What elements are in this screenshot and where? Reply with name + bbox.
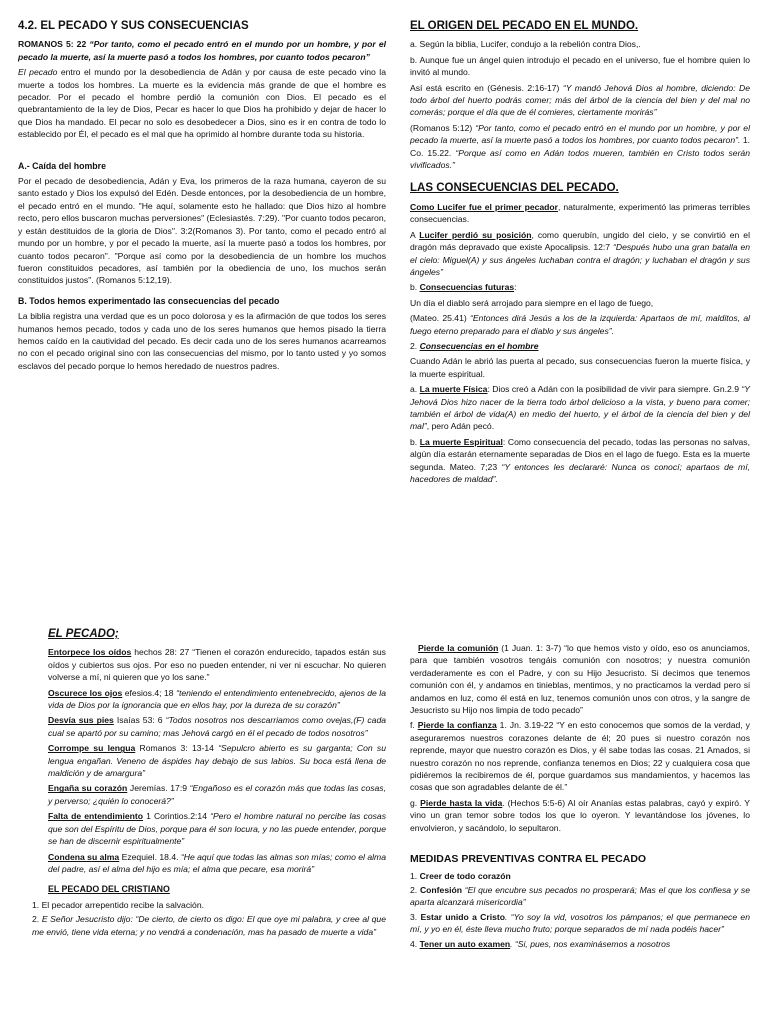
man-heading: 2. Consecuencias en el hombre (410, 340, 539, 351)
medida-item: 1. Creer de todo corazón (410, 870, 511, 881)
pecado-item: Falta de entendimiento 1 Corintios.2:14 “Pero el hombre natural no percibe las cosas que son del Espíritu de Dios, porque para él son locura, y no las puede entender, porque se han de discernir espiritualmente” (48, 811, 387, 847)
cristiano-title: EL PECADO DEL CRISTIANO (48, 884, 170, 895)
origin-item-b: b. Aunque fue un ángel quien introdujo el pecado en el universo, fue el hombre quien lo invitó al mundo. (410, 54, 750, 78)
vida-paragraph: g. Pierde hasta la vida. (Hechos 5:5-6) Al oír Ananías estas palabras, cayó y expiró. Y vino un gran temor sobre todos los que lo oyeron. Y levantándose los jóvenes, lo envolvieron, y sacándolo, lo sepultaron. (410, 797, 750, 833)
consequences-title: LAS CONSECUENCIAS DEL PECADO. (410, 182, 619, 195)
comunion-paragraph: Pierde la comunión (1 Juan. 1: 3-7) “lo que hemos visto y oído, eso os anunciamos, para que también vosotros tengáis comunión con nosotros; y nuestra comunión verdaderamente es con el Padre, y con su Hijo Jesucristo. Si decimos que tenemos comunión con él, y andamos en tinieblas, mentimos, y no practicamos la verdad pero si andamos en luz, como él está en luz, tenemos comunión unos con otros, y la sangre de Jesucristo su Hijo nos limpia de todo pecado” (410, 643, 750, 716)
pecado-item: Desvía sus pies Isaías 53: 6 “Todos nosotros nos descarriamos como ovejas,(F) cada cual se apartó por su camino; mas Jehová cargó en él el pecado de todos nosotros” (48, 715, 386, 738)
position-paragraph: A Lucifer perdió su posición, como querubín, ungido del cielo, y se convirtió en el dragón más depravado que existe Apocalipsis. 12:7 “Después hubo una gran batalla en el cielo: Miguel(A) y sus ángeles luchaban contra el dragón; y luchaban el dragón y sus ángeles” (410, 229, 751, 277)
lucifer-paragraph: Como Lucifer fue el primer pecador, naturalmente, experimentó las primeras terribles consecuencias. (410, 201, 750, 225)
top-left-column (18, 20, 386, 375)
bottom-right-column (410, 642, 750, 952)
medida-item: 4. Tener un auto examen. “Si, pues, nos examinásemos a nosotros (410, 938, 671, 949)
future-heading: b. Consecuencias futuras: (410, 282, 517, 293)
origin-item-a: a. Según la biblia, Lucifer, condujo a la rebelión contra Dios,. (410, 39, 641, 50)
genesis-citation: Así está escrito en (Génesis. 2:16-17) “Y mandó Jehová Dios al hombre, diciendo: De todo árbol del huerto podrás comer; más del árbol de la ciencia del bien y del mal no comerás; porque el día que de él comieres, ciertamente morirás” (410, 82, 751, 118)
el-pecado-title: EL PECADO; (48, 628, 119, 640)
bottom-left-column (32, 628, 387, 940)
subsection-a-text: Por el pecado de desobediencia, Adán y Eva, los primeros de la raza humana, cayeron de su santo estado y Dios los expulsó del Edén. Desde entonces, por la desobediencia de un hombre, el pecado entró en el mundo. "He aquí, solamente esto he hallado: que Dios hizo al hombre recto, pero ellos buscaron muchas perversiones" (Eclesiastés. 7:29). "Por cuanto todos pecaron, y están destituidos de la gloria de Dios". 3:2(Romanos 3). Por tanto, como el pecado entró al mundo por un hombre, y por el pecado la muerte, así la muerte pasó a todos los hombres, por cuanto todos pecaron". "Porque así como por la desobediencia de un hombre los muchos fueron constituidos pecadores, así también por la obediencia de uno, los muchos serán constituidos justos". (Romanos 5:12,19). (18, 176, 386, 286)
origin-title: EL ORIGEN DEL PECADO EN EL MUNDO. (410, 20, 639, 32)
medidas-title: MEDIDAS PREVENTIVAS CONTRA EL PECADO (410, 853, 647, 866)
man-text: Cuando Adán le abrió las puerta al pecado, sus consecuencias fueron la muerte física, y la muerte espiritual. (410, 356, 750, 379)
top-right-column (410, 20, 750, 488)
subsection-a-title: A.- Caída del hombre (18, 160, 106, 171)
subsection-b-text: La biblia registra una verdad que es un poco dolorosa y es la afirmación de que todos los seres humanos hemos pecado, todos y cada uno de los seres humanos que hemos pisado la tierra hemos caído en la cautividad del pecado. Es decir cada uno de los seres humanos acarreamos no con el pecado original sino con las consecuencias del mismo, por lo tanto usted y yo somos esclavos del pecado porque lo hemos heredado de nuestros padres. (18, 311, 386, 371)
pecado-item: Engaña su corazón Jeremías. 17:9 “Engañoso es el corazón más que todas las cosas, y perverso; ¿quién lo conocerá?” (48, 783, 386, 806)
pecado-item: Entorpece los oídos hechos 28: 27 “Tienen el corazón endurecido, tapados están sus oídos y cubiertos sus ojos. Por eso no pueden entender, ni ver ni escuchar. No quieren volverse a mí, ni quieren que yo los sane.” (48, 647, 386, 683)
physical-death: a. La muerte Física: Dios creó a Adán con la posibilidad de vivir para siempre. Gn.2.9 “Y Jehová Dios hizo nacer de la tierra todo árbol delicioso a la vista, y bueno para comer; también el árbol de vida(A) en medio del huerto, y el árbol de la ciencia del bien y del mal”, pero Adán pecó. (410, 384, 750, 432)
section-title: 4.2. EL PECADO Y SUS CONSECUENCIAS (18, 20, 249, 32)
confianza-paragraph: f. Pierde la confianza 1. Jn. 3.19-22 “Y en esto conocemos que somos de la verdad, y aseguraremos nuestros corazones delante de él; 20 pues si nuestro corazón nos reprende, mayor que nuestro corazón es Dios, y él sabe todas las cosas. 21 Amados, si nuestro corazón no nos reprende, confianza tenemos en Dios; 22 y cualquiera cosa que pidiéremos la recibiremos de él, porque guardamos sus mandamientos, y hacemos las cosas que son agradables delante de él.” (410, 720, 750, 793)
verse-block: ROMANOS 5: 22 “Por tanto, como el pecado entró en el mundo por un hombre, y por el pecado la muerte, así la muerte pasó a todos los hombres, por cuanto todos pecaron” (18, 39, 387, 62)
pecado-item: Corrompe su lengua Romanos 3: 13-14 “Sepulcro abierto es su garganta; Con su lengua engañan. Veneno de áspides hay debajo de sus labios. Su boca está llena de maldición y de amargura” (48, 743, 387, 779)
medida-item: 2. Confesión “El que encubre sus pecados no prosperará; Mas el que los confiesa y se aparta alcanzará misericordia” (410, 884, 750, 908)
subsection-b-title: B. Todos hemos experimentado las consecuencias del pecado (18, 295, 280, 306)
medida-item: 3. Estar unido a Cristo. “Yo soy la vid, vosotros los pámpanos; el que permanece en mí, y yo en él, éste lleva mucho fruto; porque separados de mí nada podéis hacer” (410, 911, 750, 935)
mateo-citation: (Mateo. 25.41) “Entonces dirá Jesús a los de la izquierda: Apartaos de mí, malditos, al fuego eterno preparado para el diablo y sus ángeles”. (410, 313, 751, 336)
spiritual-death: b. La muerte Espiritual: Como consecuencia del pecado, todas las personas no salvas, algún día estarán eternamente separadas de Dios en el lago de fuego. Esta es la muerte segunda. Mateo. 7;23 “Y entonces les declararé: Nunca os conocí; apartaos de mí, hacedores de maldad”. (410, 436, 750, 484)
intro-paragraph: El pecado entro el mundo por la desobediencia de Adán y por causa de este pecado vino la muerte a todos los hombres. La muerte es la evidencia más grande de que el hombre es pecador. Por el pecado el hombre perdió la comunión con Dios. El pecado es el quebrantamiento de la ley de Dios, Pecar es hacer lo que Dios ha prohibido y dejar de hacer lo que Dios ha mandado. El pecar no solo es desobedecer a Dios, sino es ir en contra de todo lo establecido por Él, el pecado es el mal que ha oprimido al hombre durante toda su historia. (18, 67, 386, 140)
romanos-citation: (Romanos 5:12) “Por tanto, como el pecado entró en el mundo por un hombre, y por el pecado la muerte, así la muerte pasó a todos los hombres, por cuanto todos pecaron”. 1. Co. 15.22. “Porque así como en Adán todos mueren, también en Cristo todos serán vivificados.” (410, 122, 751, 171)
cristiano-item: 1. El pecador arrepentido recibe la salvación. (32, 899, 204, 910)
pecado-item: Condena su alma Ezequiel. 18.4. “He aquí que todas las almas son mías; como el alma del padre, así el alma del hijo es mía; el alma que pecare, esa morirá” (48, 851, 386, 874)
future-text: Un día el diablo será arrojado para siempre en el lago de fuego, (410, 297, 654, 308)
pecado-item: Oscurece los ojos efesios.4; 18 “teniendo el entendimiento entenebrecido, ajenos de la vida de Dios por la ignorancia que en ellos hay, por la dureza de su corazón” (48, 687, 386, 711)
cristiano-item: 2. E Señor Jesucristo dijo: “De cierto, de cierto os digo: El que oye mi palabra, y cree al que me envió, tiene vida eterna; y no vendrá a condenación, mas ha pasado de muerte a vida” (32, 914, 386, 937)
